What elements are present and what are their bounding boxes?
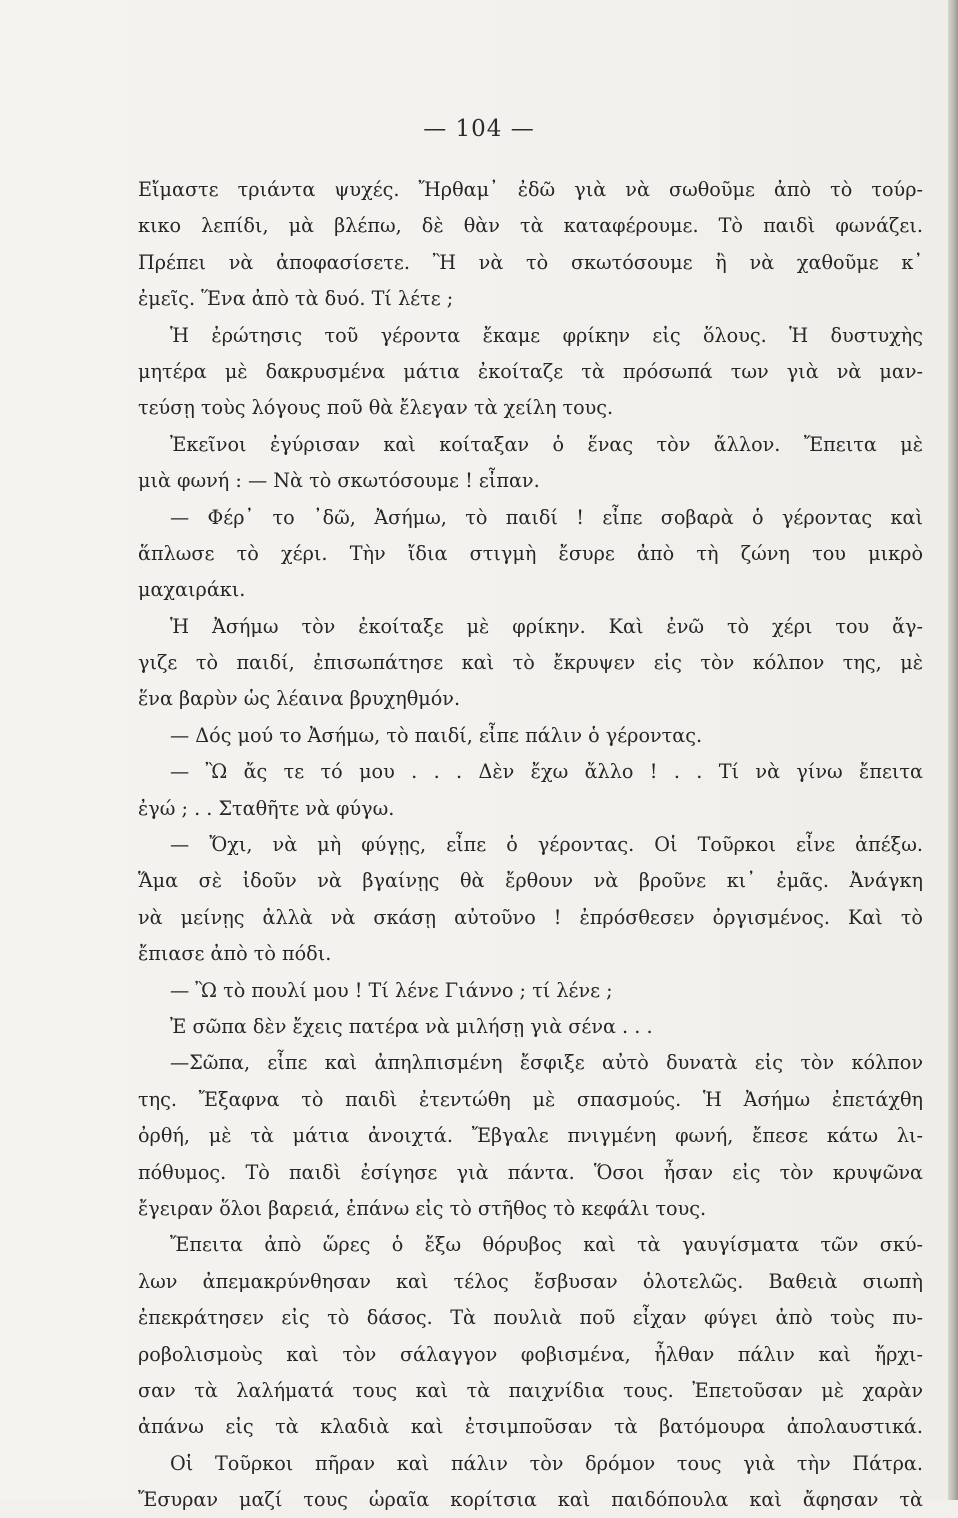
text-line: ἔπιασε ἀπὸ τὸ πόδι. bbox=[138, 942, 332, 966]
text-line: ἔγειραν ὅλοι βαρειά, ἐπάνω εἰς τὸ στῆθος τὸ κεφάλι τους. bbox=[138, 1196, 707, 1220]
text-line: γιζε τὸ παιδί, ἐπισωπάτησε καὶ τὸ ἔκρυψεν εἰς τὸν κόλπον της, μὲ bbox=[138, 651, 923, 675]
text-line: Εἴμαστε τριάντα ψυχές. Ἤρθαμ᾽ ἐδῶ γιὰ νὰ σωθοῦμε ἀπὸ τὸ τούρ- bbox=[138, 178, 923, 201]
text-line: — Ὢ τὸ πουλί μου ! Τί λένε Γιάννο ; τί λένε ; bbox=[170, 978, 613, 1002]
text-line: ἐγώ ; . . Σταθῆτε νὰ φύγω. bbox=[138, 796, 395, 820]
text-line: Ἔπειτα ἀπὸ ὥρες ὁ ἔξω θόρυβος καὶ τὰ γαυγίσματα τῶν σκύ- bbox=[170, 1233, 923, 1257]
text-line: λων ἀπεμακρύνθησαν καὶ τέλος ἔσβυσαν ὁλοτελῶς. Βαθειὰ σιωπὴ bbox=[138, 1269, 923, 1293]
text-line: μαχαιράκι. bbox=[138, 578, 246, 602]
text-line: κικο λεπίδι, μὰ βλέπω, δὲ θὰν τὰ καταφέρουμε. Τὸ παιδὶ φωνάζει. bbox=[138, 214, 923, 238]
text-line: Πρέπει νὰ ἀποφασίσετε. Ἢ νὰ τὸ σκωτόσουμε ἢ νὰ χαθοῦμε κ᾽ bbox=[138, 250, 923, 274]
text-line: ροβολισμοὺς καὶ τὸν σάλαγγον φοβισμένα, ἦλθαν πάλιν καὶ ἤρχι- bbox=[138, 1342, 923, 1366]
page-number: — 104 — bbox=[423, 116, 535, 142]
text-line: ἕνα βαρὺν ὡς λέαινα βρυχηθμόν. bbox=[138, 687, 461, 711]
text-line: ἐμεῖς. Ἕνα ἀπὸ τὰ δυό. Τί λέτε ; bbox=[138, 287, 454, 311]
text-line: Ἐ σῶπα δὲν ἔχεις πατέρα νὰ μιλήσῃ γιὰ σένα . . . bbox=[170, 1014, 653, 1038]
body-text bbox=[138, 172, 923, 1518]
text-line: της. Ἔξαφνα τὸ παιδὶ ἐτεντώθη μὲ σπασμούς. Ἡ Ἀσήμω ἐπετάχθη bbox=[138, 1087, 923, 1111]
text-line: ἐπεκράτησεν εἰς τὸ δάσος. Τὰ πουλιὰ ποῦ εἶχαν φύγει ἀπὸ τοὺς πυ- bbox=[138, 1306, 923, 1330]
text-line: σαν τὰ λαλήματά τους καὶ τὰ παιχνίδια τους. Ἐπετοῦσαν μὲ χαρὰν bbox=[138, 1378, 923, 1402]
text-line: ἀπάνω εἰς τὰ κλαδιὰ καὶ ἐτσιμποῦσαν τὰ βατόμουρα ἀπολαυστικά. bbox=[138, 1415, 923, 1439]
text-line: — Δός μού το Ἀσήμω, τὸ παιδί, εἶπε πάλιν ὁ γέροντας. bbox=[170, 723, 703, 747]
text-line: τεύσῃ τοὺς λόγους ποῦ θὰ ἔλεγαν τὰ χείλη τους. bbox=[138, 396, 614, 420]
page-edge-shadow bbox=[948, 0, 958, 1500]
text-line: Ἡ Ἀσήμω τὸν ἐκοίταξε μὲ φρίκην. Καὶ ἐνῶ τὸ χέρι του ἄγ- bbox=[170, 614, 923, 638]
text-line: ἅπλωσε τὸ χέρι. Τὴν ἴδια στιγμὴ ἔσυρε ἀπὸ τὴ ζώνη του μικρὸ bbox=[138, 541, 923, 565]
text-line: — Ὢ ἄς τε τό μου . . . Δὲν ἔχω ἄλλο ! . . Τί νὰ γίνω ἔπειτα bbox=[170, 760, 923, 784]
text-line: Οἱ Τοῦρκοι πῆραν καὶ πάλιν τὸν δρόμον τους γιὰ τὴν Πάτρα. bbox=[170, 1451, 923, 1475]
text-line: Ἡ ἐρώτησις τοῦ γέροντα ἔκαμε φρίκην εἰς ὅλους. Ἡ δυστυχὴς bbox=[170, 323, 923, 347]
text-line: ὀρθή, μὲ τὰ μάτια ἀνοιχτά. Ἔβγαλε πνιγμένη φωνή, ἔπεσε κάτω λι- bbox=[138, 1124, 923, 1148]
text-line: —Σῶπα, εἶπε καὶ ἀπηλπισμένη ἔσφιξε αὐτὸ δυνατὰ εἰς τὸν κόλπον bbox=[170, 1051, 923, 1075]
text-line: μιὰ φωνή : — Νὰ τὸ σκωτόσουμε ! εἶπαν. bbox=[138, 469, 540, 493]
text-line: Ἐκεῖνοι ἐγύρισαν καὶ κοίταξαν ὁ ἕνας τὸν ἄλλον. Ἔπειτα μὲ bbox=[170, 432, 923, 456]
text-line: — Ὄχι, νὰ μὴ φύγῃς, εἶπε ὁ γέροντας. Οἱ Τοῦρκοι εἶνε ἀπέξω. bbox=[170, 833, 923, 857]
text-line: Ἔσυραν μαζί τους ὡραῖα κορίτσια καὶ παιδόπουλα καὶ ἄφησαν τὰ bbox=[138, 1488, 923, 1512]
text-line: μητέρα μὲ δακρυσμένα μάτια ἐκοίταζε τὰ πρόσωπά των γιὰ νὰ μαν- bbox=[138, 359, 923, 383]
text-line: — Φέρ᾽ το ᾽δῶ, Ἀσήμω, τὸ παιδί ! εἶπε σοβαρὰ ὁ γέροντας καὶ bbox=[170, 505, 923, 529]
text-line: πόθυμος. Τὸ παιδὶ ἐσίγησε γιὰ πάντα. Ὅσοι ἦσαν εἰς τὸν κρυψῶνα bbox=[138, 1160, 923, 1184]
text-line: νὰ μείνῃς ἀλλὰ νὰ σκάσῃ αὐτοῦνο ! ἐπρόσθεσεν ὀργισμένος. Καὶ τὸ bbox=[138, 905, 923, 929]
text-line: Ἅμα σὲ ἰδοῦν νὰ βγαίνῃς θὰ ἔρθουν νὰ βροῦνε κι᾽ ἐμᾶς. Ἀνάγκη bbox=[138, 869, 923, 893]
